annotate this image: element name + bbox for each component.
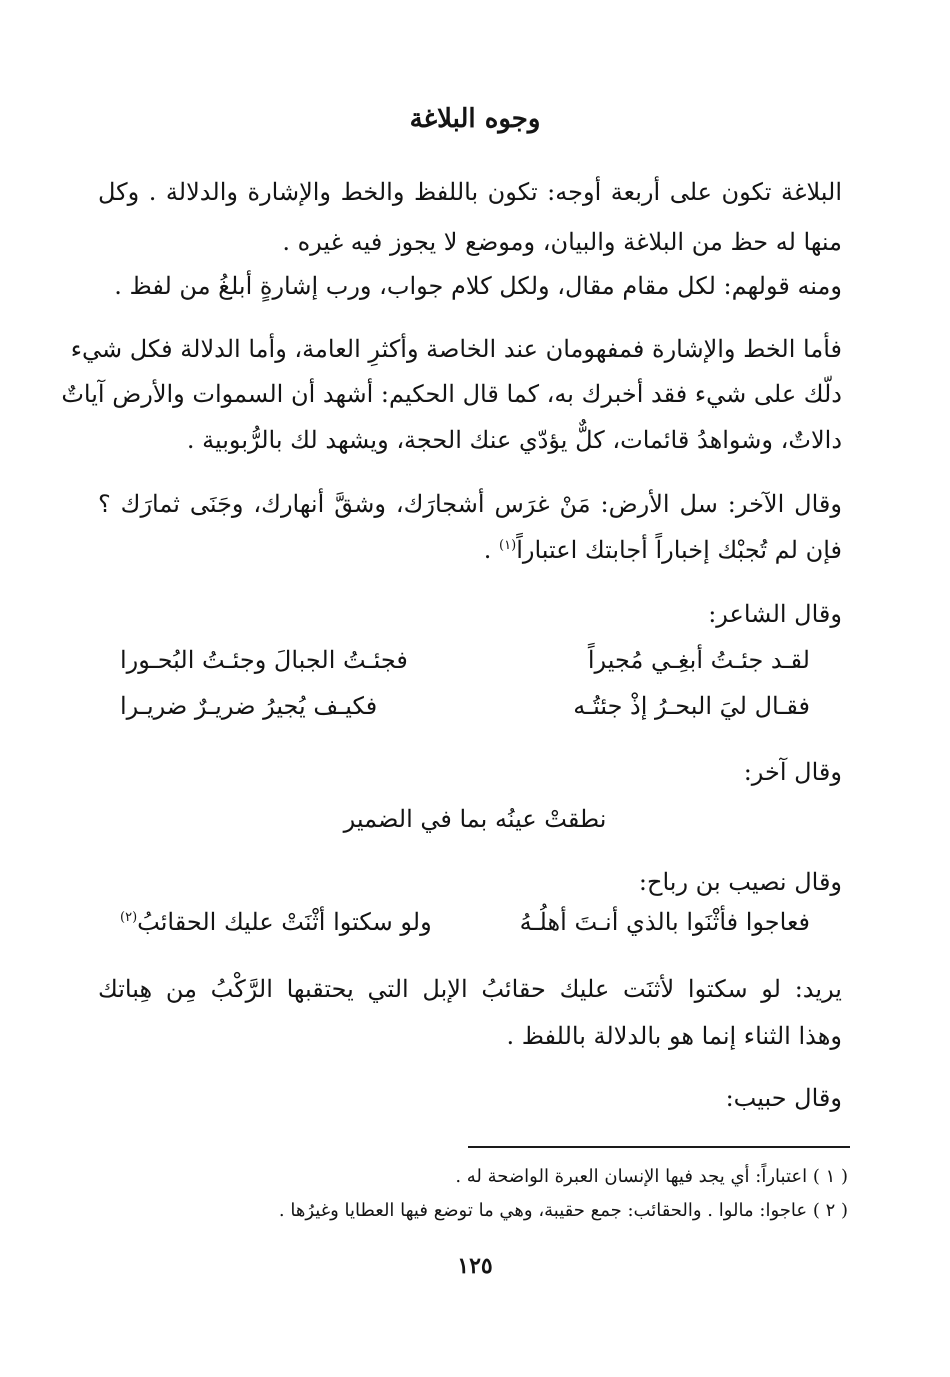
footnote-ref-2: (٢) bbox=[120, 910, 138, 925]
paragraph-3-line-1: فأما الخط والإشارة فمفهومان عند الخاصة وأكثرِ العامة، وأما الدلالة فكل شيء bbox=[70, 335, 842, 363]
paragraph-4-line-2-end: . bbox=[483, 536, 500, 564]
verse-3-second-hemistich: ولو سكتوا أثْنَتْ عليك الحقائبُ bbox=[137, 908, 432, 936]
page-title: وجوه البلاغة bbox=[409, 104, 541, 134]
verse-3-second-hemistich-wrap bbox=[120, 908, 432, 936]
poet-3-intro: وقال نصيب بن رباح: bbox=[638, 868, 842, 896]
verse-3-first-hemistich: فعاجوا فأثْنَوا بالذي أنـتَ أهلُـهُ bbox=[519, 908, 810, 936]
paragraph-4-line-2-text: فإن لم تُجبْك إخباراً أجابتك اعتباراً bbox=[516, 536, 842, 564]
paragraph-3-line-3: دالاتٌ، وشواهدُ قائمات، كلٌّ يؤدّي عنك الحجة، ويشهد لك بالرُّبوبية . bbox=[186, 426, 842, 454]
paragraph-4-line-1: وقال الآخر: سل الأرض: مَنْ غرَس أشجارَك، وشقَّ أنهارك، وجَنَى ثمارَك ؟ bbox=[98, 490, 842, 518]
footnote-2: ( ٢ ) عاجوا: مالوا . والحقائب: جمع حقيبة، وهي ما توضع فيها العطايا وغيرُها . bbox=[278, 1200, 848, 1221]
paragraph-5-line-1: يريد: لو سكتوا لأثنَت عليك حقائبُ الإبل التي يحتقبها الرَّكْبُ مِن هِباتك bbox=[98, 975, 842, 1003]
footnote-1: ( ١ ) اعتباراً: أي يجد فيها الإنسان العبرة الواضحة له . bbox=[455, 1166, 848, 1187]
verse-1-second-hemistich: فجئـتُ الجبالَ وجئـتُ البُحـورا bbox=[120, 646, 408, 674]
poet-4-intro: وقال حبيب: bbox=[725, 1084, 842, 1112]
footnote-ref-1: (١) bbox=[499, 538, 517, 553]
paragraph-2-line-1: ومنه قولهم: لكل مقام مقال، ولكل كلام جواب، ورب إشارةٍ أبلغُ من لفظ . bbox=[114, 272, 842, 300]
paragraph-1-line-1: البلاغة تكون على أربعة أوجه: تكون باللفظ والخط والإشارة والدلالة . وكل bbox=[98, 178, 842, 206]
verse-1-first-hemistich: لقـد جئـتُ أبغِـي مُجيراً bbox=[587, 646, 810, 674]
verse-2-second-hemistich: فكيـف يُجيرُ ضريـرٌ ضريـرا bbox=[120, 692, 378, 720]
paragraph-1-line-2: منها له حظ من البلاغة والبيان، وموضع لا يجوز فيه غيره . bbox=[282, 228, 842, 256]
poet-2-verse: نطقتْ عينُه بما في الضمير bbox=[343, 805, 607, 833]
poet-1-intro: وقال الشاعر: bbox=[708, 600, 842, 628]
footnote-divider bbox=[468, 1146, 850, 1148]
poet-2-intro: وقال آخر: bbox=[743, 758, 842, 786]
paragraph-5-line-2: وهذا الثناء إنما هو بالدلالة باللفظ . bbox=[506, 1022, 842, 1050]
page-number: ١٢٥ bbox=[457, 1253, 493, 1279]
verse-2-first-hemistich: فقـال ليَ البحـرُ إذْ جئتُـه bbox=[573, 692, 810, 720]
paragraph-3-line-2: دلّك على شيء فقد أخبرك به، كما قال الحكيم: أشهد أن السموات والأرض آياتٌ bbox=[61, 380, 842, 408]
paragraph-4-line-2 bbox=[98, 536, 842, 565]
